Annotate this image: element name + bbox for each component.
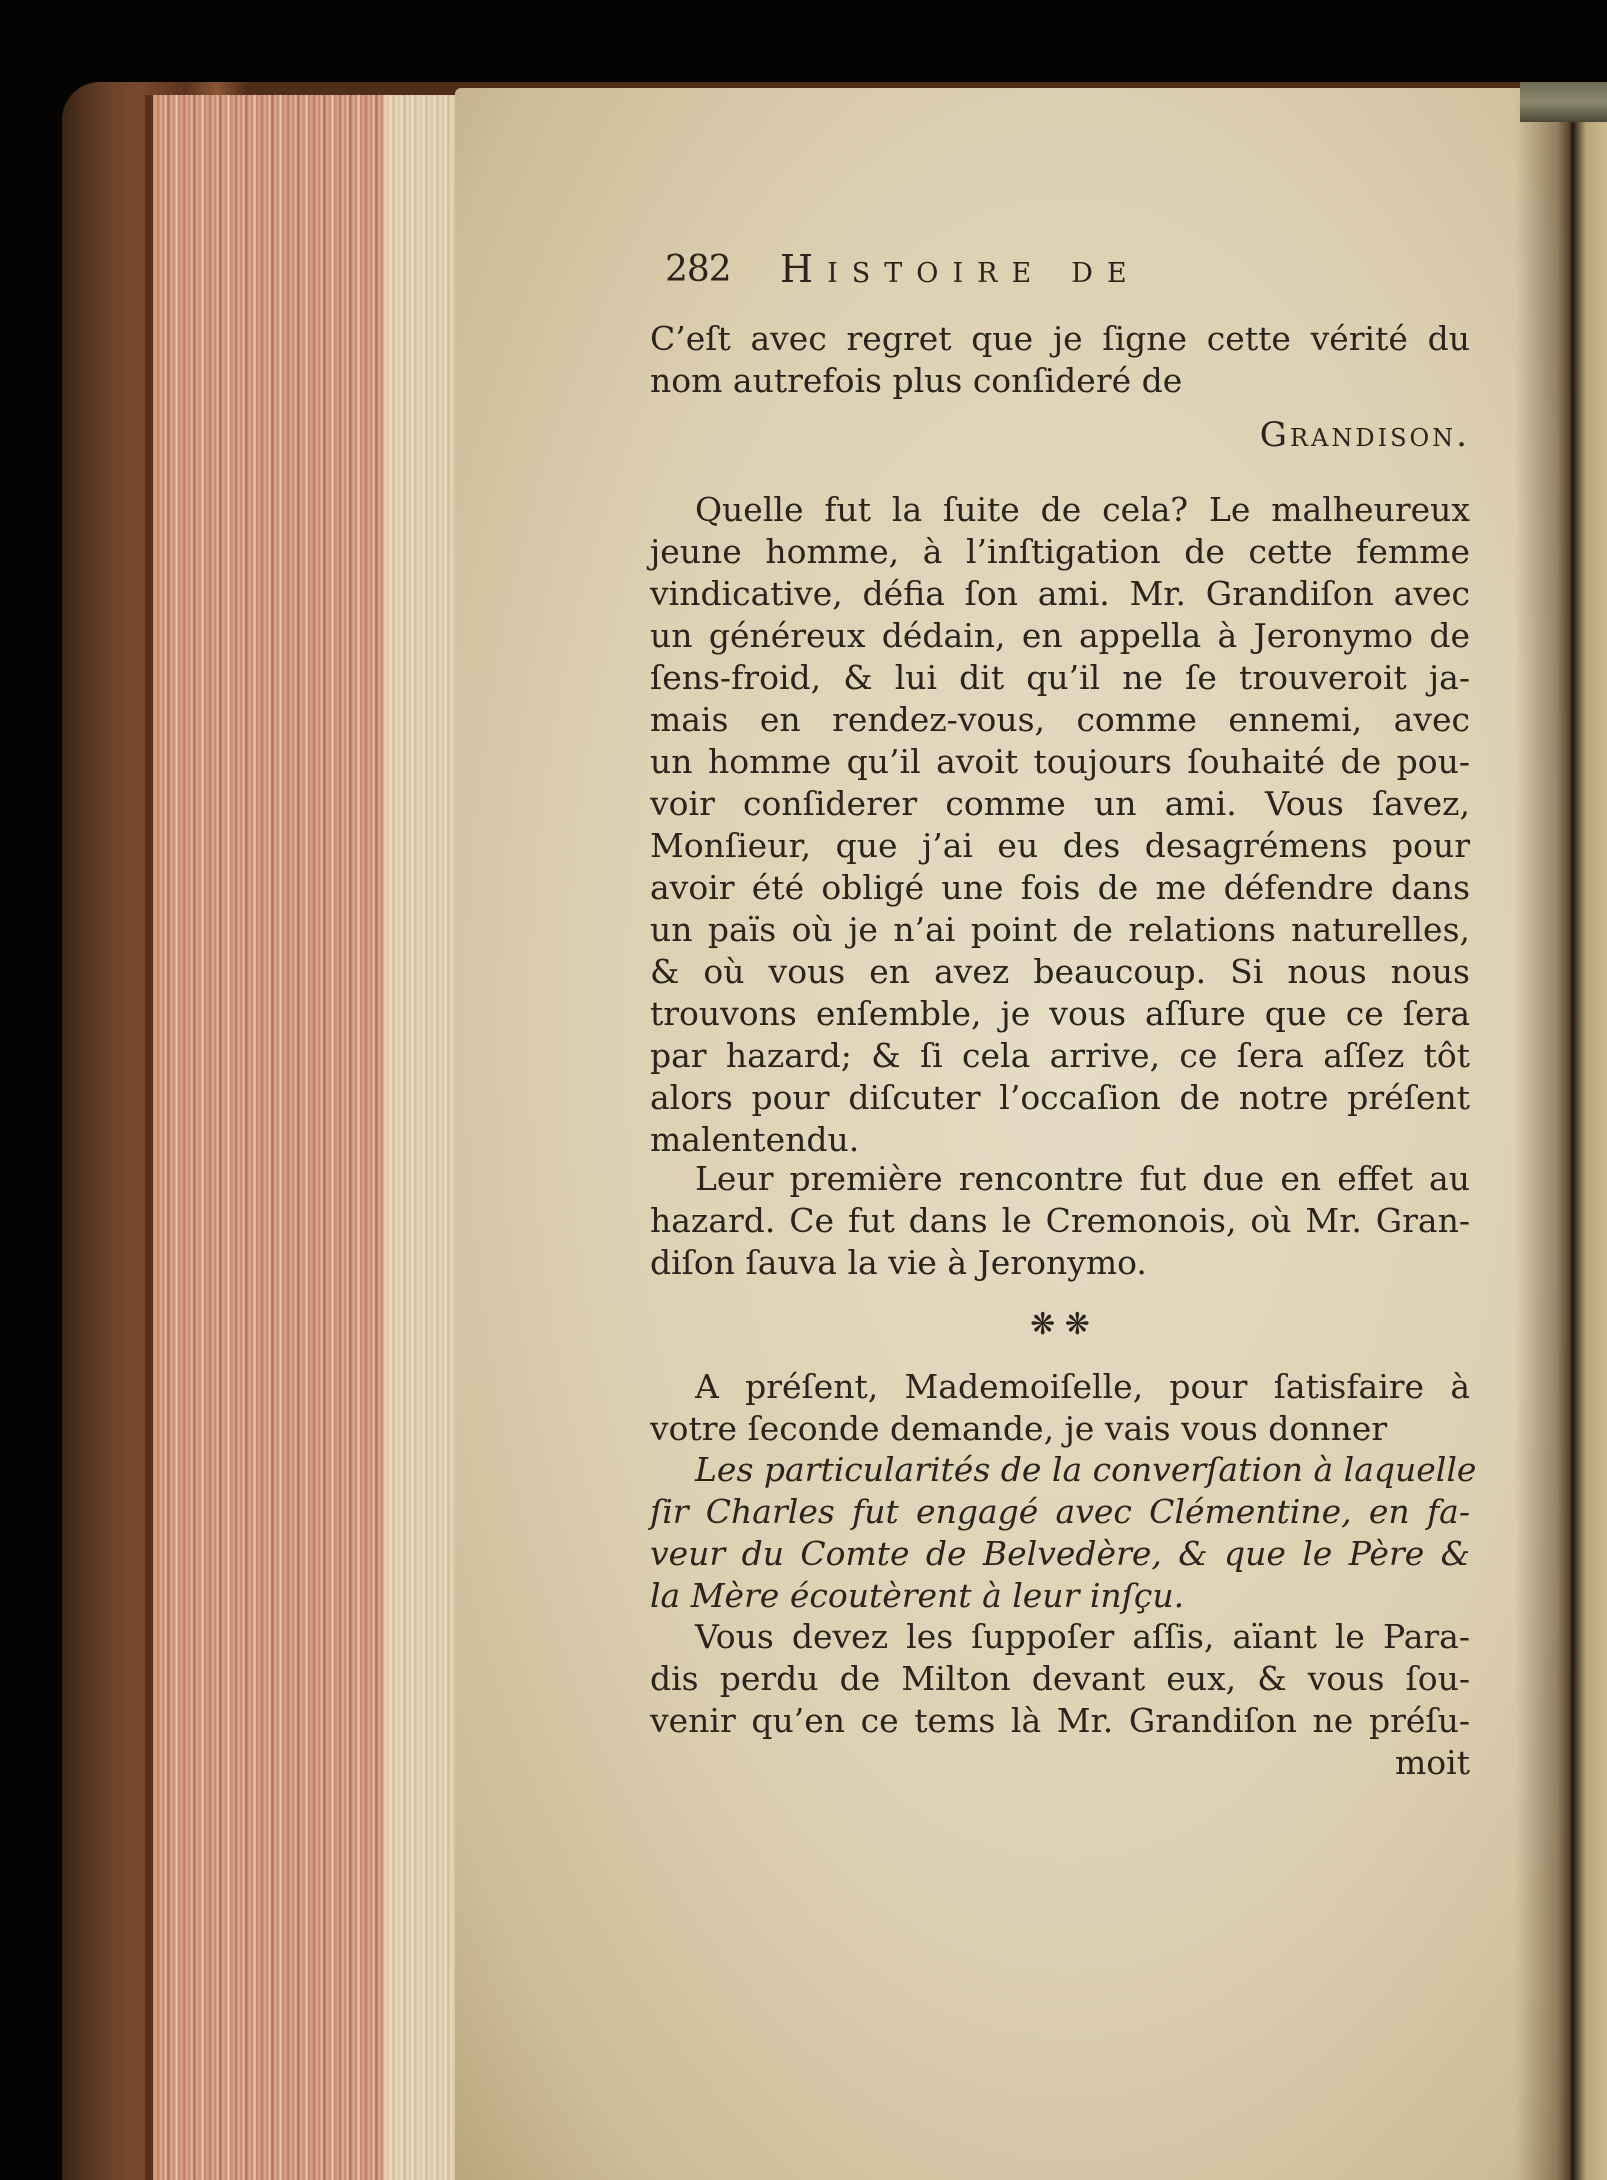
text-line: veur du Comte de Belvedère, & que le Père & (650, 1534, 1470, 1573)
text-line: un généreux dédain, en appella à Jeronymo de (650, 616, 1470, 655)
text-line: nom autrefois plus conſideré de (650, 361, 1183, 400)
text-line: alors pour diſcuter l’occaſion de notre préſent (650, 1078, 1470, 1117)
text-line: Monſieur, que j’ai eu des desagrémens pour (650, 826, 1470, 865)
text-line: ſir Charles fut engagé avec Clémentine, en fa- (650, 1492, 1470, 1531)
page-number: 282 (665, 249, 731, 290)
text-line: mais en rendez-vous, comme ennemi, avec (650, 700, 1470, 739)
text-line: Leur première rencontre fut due en effet au (695, 1159, 1470, 1198)
text-line: un homme qu’il avoit toujours ſouhaité de pou- (650, 742, 1470, 781)
text-line: jeune homme, à l’inſtigation de cette femme (650, 532, 1470, 571)
text-line: avoir été obligé une fois de me défendre dans (650, 868, 1470, 907)
text-line: Vous devez les ſuppoſer aſſis, aïant le Para- (695, 1617, 1470, 1656)
text-line: venir qu’en ce tems là Mr. Grandiſon ne préſu- (650, 1701, 1470, 1740)
text-line: C’eſt avec regret que je ſigne cette vérité du (650, 319, 1470, 358)
text-line: voir conſiderer comme un ami. Vous ſavez, (650, 784, 1470, 823)
text-line: un païs où je n’ai point de relations naturelles, (650, 910, 1470, 949)
page-edges-inner (385, 95, 460, 2180)
spine-band (1520, 82, 1607, 122)
text-line: Les particularités de la converſation à laquelle (695, 1450, 1477, 1489)
text-line: hazard. Ce fut dans le Cremonois, où Mr. Gran- (650, 1201, 1470, 1240)
text-line: Quelle fut la ſuite de cela? Le malheureux (695, 490, 1470, 529)
text-line: la Mère écoutèrent à leur inſçu. (650, 1576, 1185, 1615)
text-line: votre ſeconde demande, je vais vous donner (650, 1409, 1388, 1448)
running-title: Histoire de (780, 247, 1141, 291)
text-line: moit (1395, 1743, 1470, 1782)
text-line: dis perdu de Milton devant eux, & vous ſou- (650, 1659, 1470, 1698)
text-line: vindicative, défia ſon ami. Mr. Grandiſon avec (650, 574, 1470, 613)
text-line: diſon ſauva la vie à Jeronymo. (650, 1243, 1147, 1282)
text-line: par hazard; & ſi cela arrive, ce ſera aſſez tôt (650, 1036, 1470, 1075)
text-line: trouvons enſemble, je vous aſſure que ce ſera (650, 994, 1470, 1033)
text-line: ❋ ❋ (1030, 1307, 1090, 1342)
facing-page-edge (1572, 115, 1607, 2180)
text-line: Grandison. (1259, 415, 1470, 455)
page-gutter-shadow (1515, 95, 1575, 2180)
text-line: ſens-froid, & lui dit qu’il ne ſe trouveroit ja- (650, 658, 1470, 697)
text-line: & où vous en avez beaucoup. Si nous nous (650, 952, 1470, 991)
text-line: malentendu. (650, 1120, 860, 1159)
text-line: A préſent, Mademoiſelle, pour ſatisfaire à (695, 1367, 1470, 1406)
